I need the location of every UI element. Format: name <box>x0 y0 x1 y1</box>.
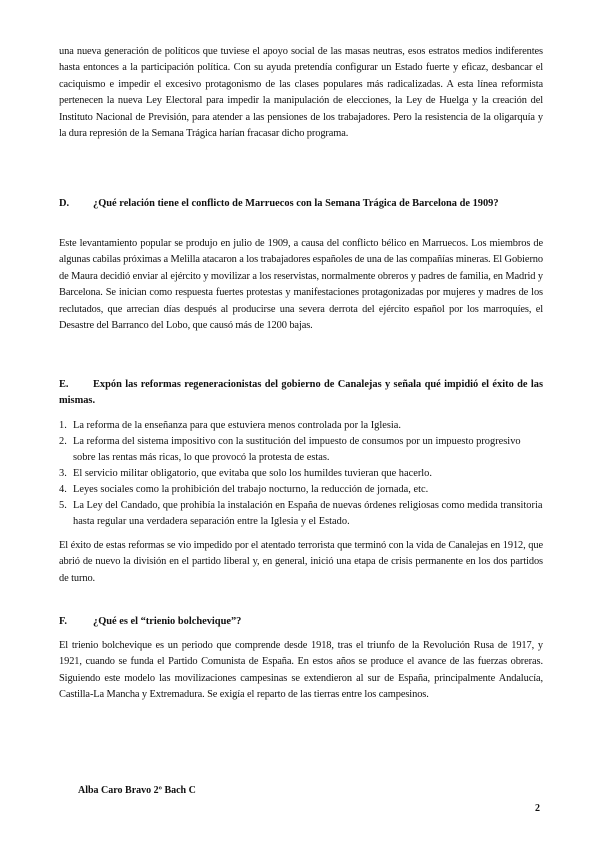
section-d-question: ¿Qué relación tiene el conflicto de Marruecos con la Semana Trágica de Barcelona de 1909? <box>93 198 499 209</box>
section-f-question: ¿Qué es el “trienio bolchevique”? <box>93 616 242 627</box>
list-item-text: Leyes sociales como la prohibición del trabajo nocturno, la reducción de jornada, etc. <box>73 484 429 495</box>
list-item <box>59 498 543 530</box>
section-d-letter: D. <box>59 198 70 209</box>
section-d-answer: Este levantamiento popular se produjo en julio de 1909, a causa del conflicto bélico en Marruecos. Los miembros de algunas cabilas próximas a Melilla atacaron a los trabajadores españoles de una de las compañías mineras. El Gobierno de Maura decidió enviar al ejército y movilizar a los reservistas, normalmente obreros y padres de familia, en Madrid y Barcelona. Se inician como respuesta fuertes protestas y manifestaciones protagonizadas por mujeres y madres de los reclutados, que arrecian días después al producirse una severa derrota del ejército español por los marroquíes, el Desastre del Barranco del Lobo, que causó más de 1200 bajas. <box>59 238 543 332</box>
list-item-number: 4. <box>59 484 67 495</box>
section-e-letter: E. <box>59 379 69 390</box>
section-e-conclusion-block <box>59 538 543 587</box>
list-item-text: La Ley del Candado, que prohibía la instalación en España de nuevas órdenes religiosas como medida transitoria hasta regular una verdadera separación entre la Iglesia y el Estado. <box>73 500 543 527</box>
intro-paragraph: una nueva generación de políticos que tuviese el apoyo social de las masas neutras, esos estratos medios indiferentes hasta entonces a la participación política. Con su ayuda pretendía configurar un Estado fuerte y eficaz, desbancar el caciquismo e impedir el excesivo protagonismo de las clases populares más radicalizadas. A esta línea reformista pertenecen la nueva Ley Electoral para impedir la manipulación de elecciones, la Ley de Huelga y la creación del Instituto Nacional de Previsión, para atender a las pensiones de los trabajadores. Pero la resistencia de la oligarquía y la dura represión de la Semana Trágica harían fracasar dicho programa. <box>59 46 543 140</box>
section-e-question: Expón las reformas regeneracionistas del gobierno de Canalejas y señala qué impidió el éxito de las mismas. <box>59 379 543 406</box>
list-item-text: La reforma de la enseñanza para que estuviera menos controlada por la Iglesia. <box>73 420 402 431</box>
page-number: 2 <box>535 803 540 814</box>
list-item-number: 5. <box>59 500 67 511</box>
reforms-list <box>59 418 543 530</box>
list-item <box>59 418 543 434</box>
section-e-heading <box>59 377 543 409</box>
intro-block <box>59 44 543 142</box>
list-item-text: La reforma del sistema impositivo con la sustitución del impuesto de consumos por un impuesto progresivo sobre las rentas más ricas, lo que provocó la protesta de estas. <box>73 436 521 463</box>
section-d-heading <box>59 196 543 212</box>
list-item-number: 3. <box>59 468 67 479</box>
list-item <box>59 482 543 498</box>
section-f-letter: F. <box>59 616 67 627</box>
list-item-text: El servicio militar obligatorio, que evitaba que solo los humildes tuvieran que hacerlo. <box>73 468 432 479</box>
section-f-answer: El trienio bolchevique es un periodo que comprende desde 1918, tras el triunfo de la Revolución Rusa de 1917, y 1921, cuando se funda el Partido Comunista de España. En estos años se produce el avance de las fuerzas obreras. Siguiendo este modelo las movilizaciones campesinas se extendieron al sur de España, principalmente Andalucía, Castilla-La Mancha y Extremadura. Se exigía el reparto de las tierras entre los campesinos. <box>59 640 543 701</box>
list-item <box>59 466 543 482</box>
footer-author: Alba Caro Bravo 2º Bach C <box>78 785 196 796</box>
section-e-reforms-block <box>59 418 543 530</box>
list-item-number: 1. <box>59 420 67 431</box>
section-f-heading <box>59 614 543 630</box>
list-item-number: 2. <box>59 436 67 447</box>
section-d-answer-block <box>59 236 543 334</box>
section-e-conclusion: El éxito de estas reformas se vio impedido por el atentado terrorista que terminó con la vida de Canalejas en 1912, que abrió de nuevo la división en el partido liberal y, en general, inició una etapa de crisis permanente en los dos partidos de turno. <box>59 540 543 584</box>
list-item <box>59 434 543 466</box>
section-f-answer-block <box>59 638 543 704</box>
